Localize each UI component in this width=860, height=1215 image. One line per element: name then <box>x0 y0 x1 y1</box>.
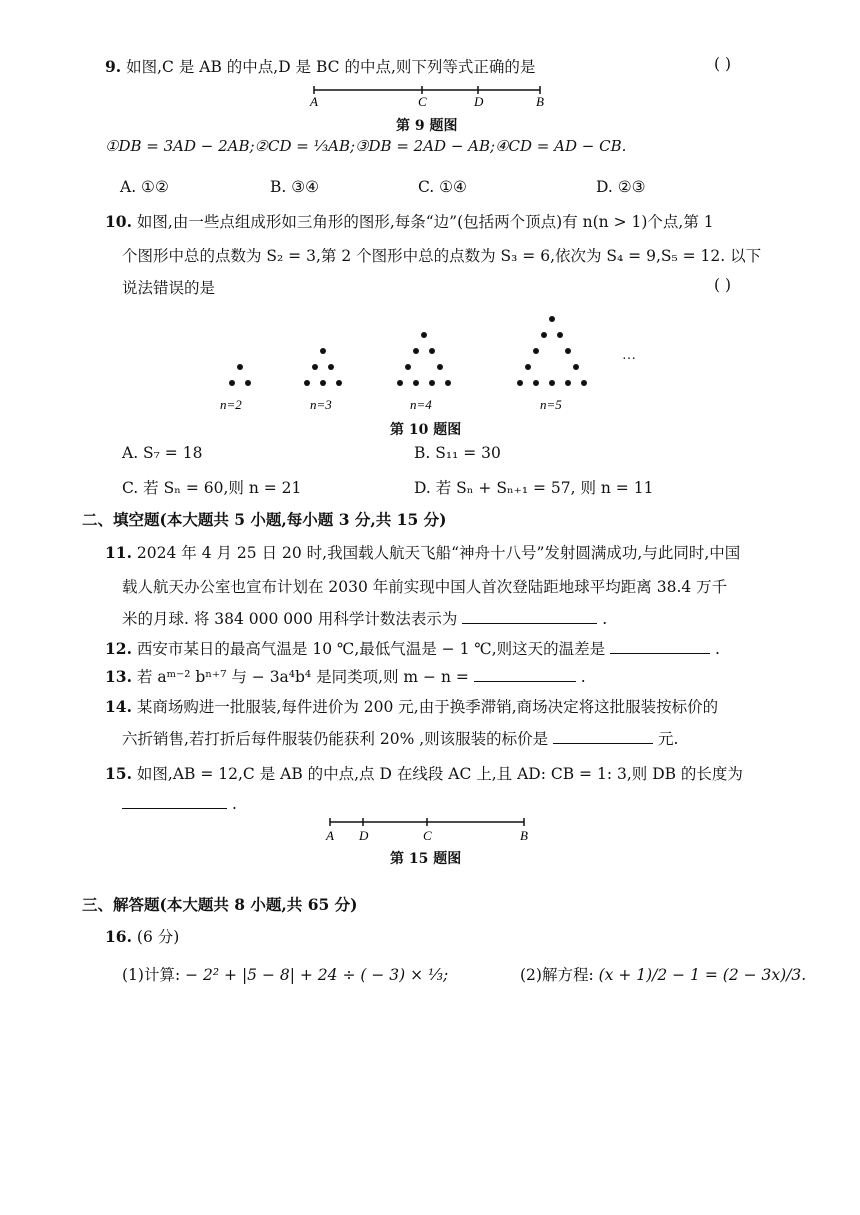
q10-option-c: C. 若 Sₙ = 60,则 n = 21 <box>122 479 302 497</box>
triangle-figure-n5 <box>517 316 587 386</box>
triangle-dot <box>549 380 555 386</box>
q9-option-a: A. ①② <box>120 178 169 196</box>
q9-answer-paren: ( ) <box>714 55 732 73</box>
q15-figure <box>320 814 540 848</box>
triangle-dot <box>533 348 539 354</box>
triangle-dot <box>445 380 451 386</box>
triangle-dot <box>413 348 419 354</box>
triangle-dot <box>557 332 563 338</box>
q15-label-c: C <box>423 828 432 843</box>
q10-option-a: A. S₇ = 18 <box>122 444 203 462</box>
triangle-dot <box>421 332 427 338</box>
q11-line3: 米的月球. 将 384 000 000 用科学计数法表示为 . <box>122 607 607 629</box>
triangle-dot <box>245 380 251 386</box>
q9-option-d: D. ②③ <box>596 178 646 196</box>
triangle-dot <box>573 364 579 370</box>
q10-figure <box>210 305 650 415</box>
q10-option-d: D. 若 Sₙ + Sₙ₊₁ = 57, 则 n = 11 <box>414 479 654 497</box>
q10-line1: 10. 如图,由一些点组成形如三角形的图形,每条“边”(包括两个顶点)有 n(n > 1)个点,第 1 <box>105 212 714 231</box>
triangle-figure-n2 <box>229 364 251 386</box>
q11-line2: 载人航天办公室也宣布计划在 2030 年前实现中国人首次登陆距地球平均距离 38.4 万千 <box>122 578 728 596</box>
triangle-figure-n4 <box>397 332 451 386</box>
q9-caption: 第 9 题图 <box>396 118 458 134</box>
triangle-dot <box>397 380 403 386</box>
q10-label-n2: n=2 <box>220 397 242 412</box>
q12-answer-blank[interactable] <box>610 637 710 654</box>
triangle-dot <box>312 364 318 370</box>
q10-answer-paren: ( ) <box>714 276 732 294</box>
q16-part2: (2)解方程: (x + 1)/2 − 1 = (2 − 3x)/3. <box>520 966 807 984</box>
q12-line: 12. 西安市某日的最高气温是 10 ℃,最低气温是 − 1 ℃,则这天的温差是 . <box>105 639 720 658</box>
q9-label-d: D <box>474 94 484 109</box>
q10-line3: 说法错误的是 <box>122 279 216 297</box>
q9-statements: ①DB = 3AD − 2AB;②CD = ⅓AB;③DB = 2AD − AB;④CD = AD − CB. <box>105 137 627 155</box>
q13-answer-blank[interactable] <box>474 665 576 682</box>
triangle-dot <box>320 348 326 354</box>
triangle-dot <box>405 364 411 370</box>
triangle-dot <box>429 348 435 354</box>
q15-line1: 15. 如图,AB = 12,C 是 AB 的中点,点 D 在线段 AC 上,且 AD: CB = 1: 3,则 DB 的长度为 <box>105 764 743 783</box>
q10-label-n5: n=5 <box>540 397 562 412</box>
q14-line1: 14. 某商场购进一批服装,每件进价为 200 元,由于换季滞销,商场决定将这批服装按标价的 <box>105 697 719 716</box>
q16-heading: 16. (6 分) <box>105 927 180 946</box>
q15-label-b: B <box>520 828 528 843</box>
q13-line: 13. 若 aᵐ⁻² bⁿ⁺⁷ 与 − 3a⁴b⁴ 是同类项,则 m − n = . <box>105 667 586 686</box>
q10-line2: 个图形中总的点数为 S₂ = 3,第 2 个图形中总的点数为 S₃ = 6,依次为 S₄ = 9,S₅ = 12. 以下 <box>122 247 762 265</box>
q9-label-a: A <box>310 94 318 109</box>
q15-line2: . <box>122 792 237 813</box>
triangle-dot <box>517 380 523 386</box>
section-3-heading: 三、解答题(本大题共 8 小题,共 65 分) <box>82 895 358 914</box>
q9-label-c: C <box>418 94 427 109</box>
triangle-dot <box>437 364 443 370</box>
q10-caption: 第 10 题图 <box>390 422 462 438</box>
q10-label-n4: n=4 <box>410 397 432 412</box>
triangle-dot <box>304 380 310 386</box>
q16-part1: (1)计算: − 2² + |5 − 8| + 24 ÷ ( − 3) × ⅓; <box>122 966 449 984</box>
q14-answer-blank[interactable] <box>553 727 653 744</box>
q14-line2: 六折销售,若打折后每件服装仍能获利 20% ,则该服装的标价是 元. <box>122 727 678 749</box>
triangle-figure-n3 <box>304 348 342 386</box>
triangle-dot <box>525 364 531 370</box>
q10-ellipsis: ··· <box>622 352 636 367</box>
triangle-dot <box>413 380 419 386</box>
triangle-dot <box>533 380 539 386</box>
q9-option-c: C. ①④ <box>418 178 467 196</box>
q10-option-b: B. S₁₁ = 30 <box>414 444 501 462</box>
q9-option-b: B. ③④ <box>270 178 320 196</box>
q15-caption: 第 15 题图 <box>390 851 462 867</box>
triangle-dot <box>336 380 342 386</box>
triangle-dot <box>565 380 571 386</box>
q15-label-a: A <box>326 828 334 843</box>
q10-label-n3: n=3 <box>310 397 332 412</box>
q9-stem: 9. 如图,C 是 AB 的中点,D 是 BC 的中点,则下列等式正确的是 <box>105 57 536 76</box>
triangle-dot <box>328 364 334 370</box>
triangle-dot <box>320 380 326 386</box>
triangle-dot <box>565 348 571 354</box>
triangle-dot <box>541 332 547 338</box>
triangle-dot <box>237 364 243 370</box>
q11-line1: 11. 2024 年 4 月 25 日 20 时,我国载人航天飞船“神舟十八号”发射圆满成功,与此同时,中国 <box>105 543 741 562</box>
q10-dot-groups <box>229 316 587 386</box>
q11-answer-blank[interactable] <box>462 607 597 624</box>
triangle-dot <box>581 380 587 386</box>
triangle-dot <box>429 380 435 386</box>
q9-label-b: B <box>536 94 544 109</box>
q15-answer-blank[interactable] <box>122 792 227 809</box>
triangle-dot <box>549 316 555 322</box>
q15-label-d: D <box>359 828 369 843</box>
triangle-dot <box>229 380 235 386</box>
section-2-heading: 二、填空题(本大题共 5 小题,每小题 3 分,共 15 分) <box>82 510 447 529</box>
